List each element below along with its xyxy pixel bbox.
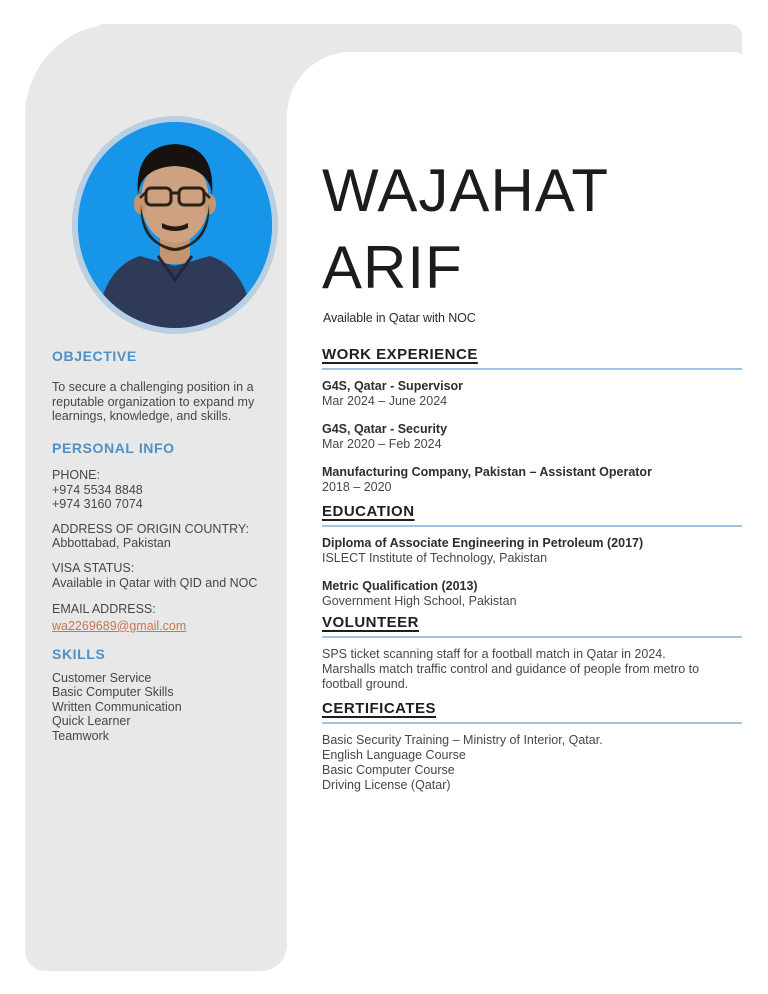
education-entry-title: Diploma of Associate Engineering in Petroleum (2017)	[322, 536, 644, 550]
skill-item: Teamwork	[52, 728, 109, 743]
email-link[interactable]: wa2269689@gmail.com	[52, 618, 187, 633]
availability-tagline: Available in Qatar with NOC	[323, 311, 476, 325]
work-entry	[322, 465, 742, 495]
skill-item: Basic Computer Skills	[52, 685, 174, 700]
objective-heading: OBJECTIVE	[52, 348, 137, 364]
education-entry-title: Metric Qualification (2013)	[322, 579, 478, 593]
volunteer-heading-text: VOLUNTEER	[322, 614, 420, 631]
skill-item: Quick Learner	[52, 714, 131, 729]
education-heading-text: EDUCATION	[322, 503, 415, 520]
objective-text: To secure a challenging position in a reputable organization to expand my learnings, knowledge, and skills.	[52, 380, 255, 424]
skills-list	[52, 671, 280, 743]
education-entry-institution: ISLECT Institute of Technology, Pakistan	[322, 551, 548, 565]
certificates-section	[322, 700, 742, 793]
education-entry-institution: Government High School, Pakistan	[322, 594, 517, 608]
work-entry-period: Mar 2024 – June 2024	[322, 394, 448, 408]
visa-status-label: VISA STATUS:	[52, 560, 135, 575]
skill-item: Customer Service	[52, 671, 152, 685]
volunteer-section	[322, 614, 742, 692]
email-label: EMAIL ADDRESS:	[52, 602, 156, 617]
work-entry	[322, 379, 742, 409]
phone-label: PHONE:	[52, 468, 100, 482]
objective-section	[52, 348, 280, 424]
candidate-name	[322, 152, 742, 306]
skills-heading: SKILLS	[52, 646, 106, 662]
certificates-heading-text: CERTIFICATES	[322, 700, 437, 717]
personal-info-heading: PERSONAL INFO	[52, 440, 175, 456]
address-value: Abbottabad, Pakistan	[52, 536, 171, 551]
work-entry-title: G4S, Qatar - Security	[322, 422, 448, 436]
visa-status-value: Available in Qatar with QID and NOC	[52, 575, 258, 590]
volunteer-line: SPS ticket scanning staff for a football match in Qatar in 2024.	[322, 647, 666, 661]
name-line-2: ARIF	[322, 234, 463, 301]
work-experience-heading	[322, 346, 742, 370]
education-entry	[322, 536, 742, 566]
skills-section	[52, 646, 280, 743]
volunteer-line: Marshalls match traffic control and guidance of people from metro to football ground.	[322, 662, 700, 691]
phone-number: +974 5534 8848	[52, 482, 143, 497]
work-experience-heading-text: WORK EXPERIENCE	[322, 346, 478, 363]
certificates-heading	[322, 700, 742, 724]
education-section	[322, 503, 742, 622]
education-entry	[322, 579, 742, 609]
skill-item: Written Communication	[52, 699, 182, 714]
work-entry-period: Mar 2020 – Feb 2024	[322, 437, 442, 451]
work-experience-section	[322, 346, 742, 508]
name-line-1: WAJAHAT	[322, 157, 609, 224]
education-heading	[322, 503, 742, 527]
phone-number: +974 3160 7074	[52, 497, 143, 512]
person-avatar-graphic	[78, 122, 272, 328]
profile-photo	[72, 116, 278, 334]
certificate-item: Basic Computer Course	[322, 763, 455, 777]
work-entry-title: Manufacturing Company, Pakistan – Assistant Operator	[322, 465, 652, 479]
address-label: ADDRESS OF ORIGIN COUNTRY:	[52, 521, 250, 536]
work-entry	[322, 422, 742, 452]
certificate-item: Basic Security Training – Ministry of Interior, Qatar.	[322, 733, 603, 747]
certificate-item: English Language Course	[322, 748, 466, 762]
personal-info-section	[52, 440, 280, 635]
work-entry-period: 2018 – 2020	[322, 480, 392, 494]
volunteer-heading	[322, 614, 742, 638]
work-entry-title: G4S, Qatar - Supervisor	[322, 379, 464, 393]
certificate-item: Driving License (Qatar)	[322, 778, 451, 792]
